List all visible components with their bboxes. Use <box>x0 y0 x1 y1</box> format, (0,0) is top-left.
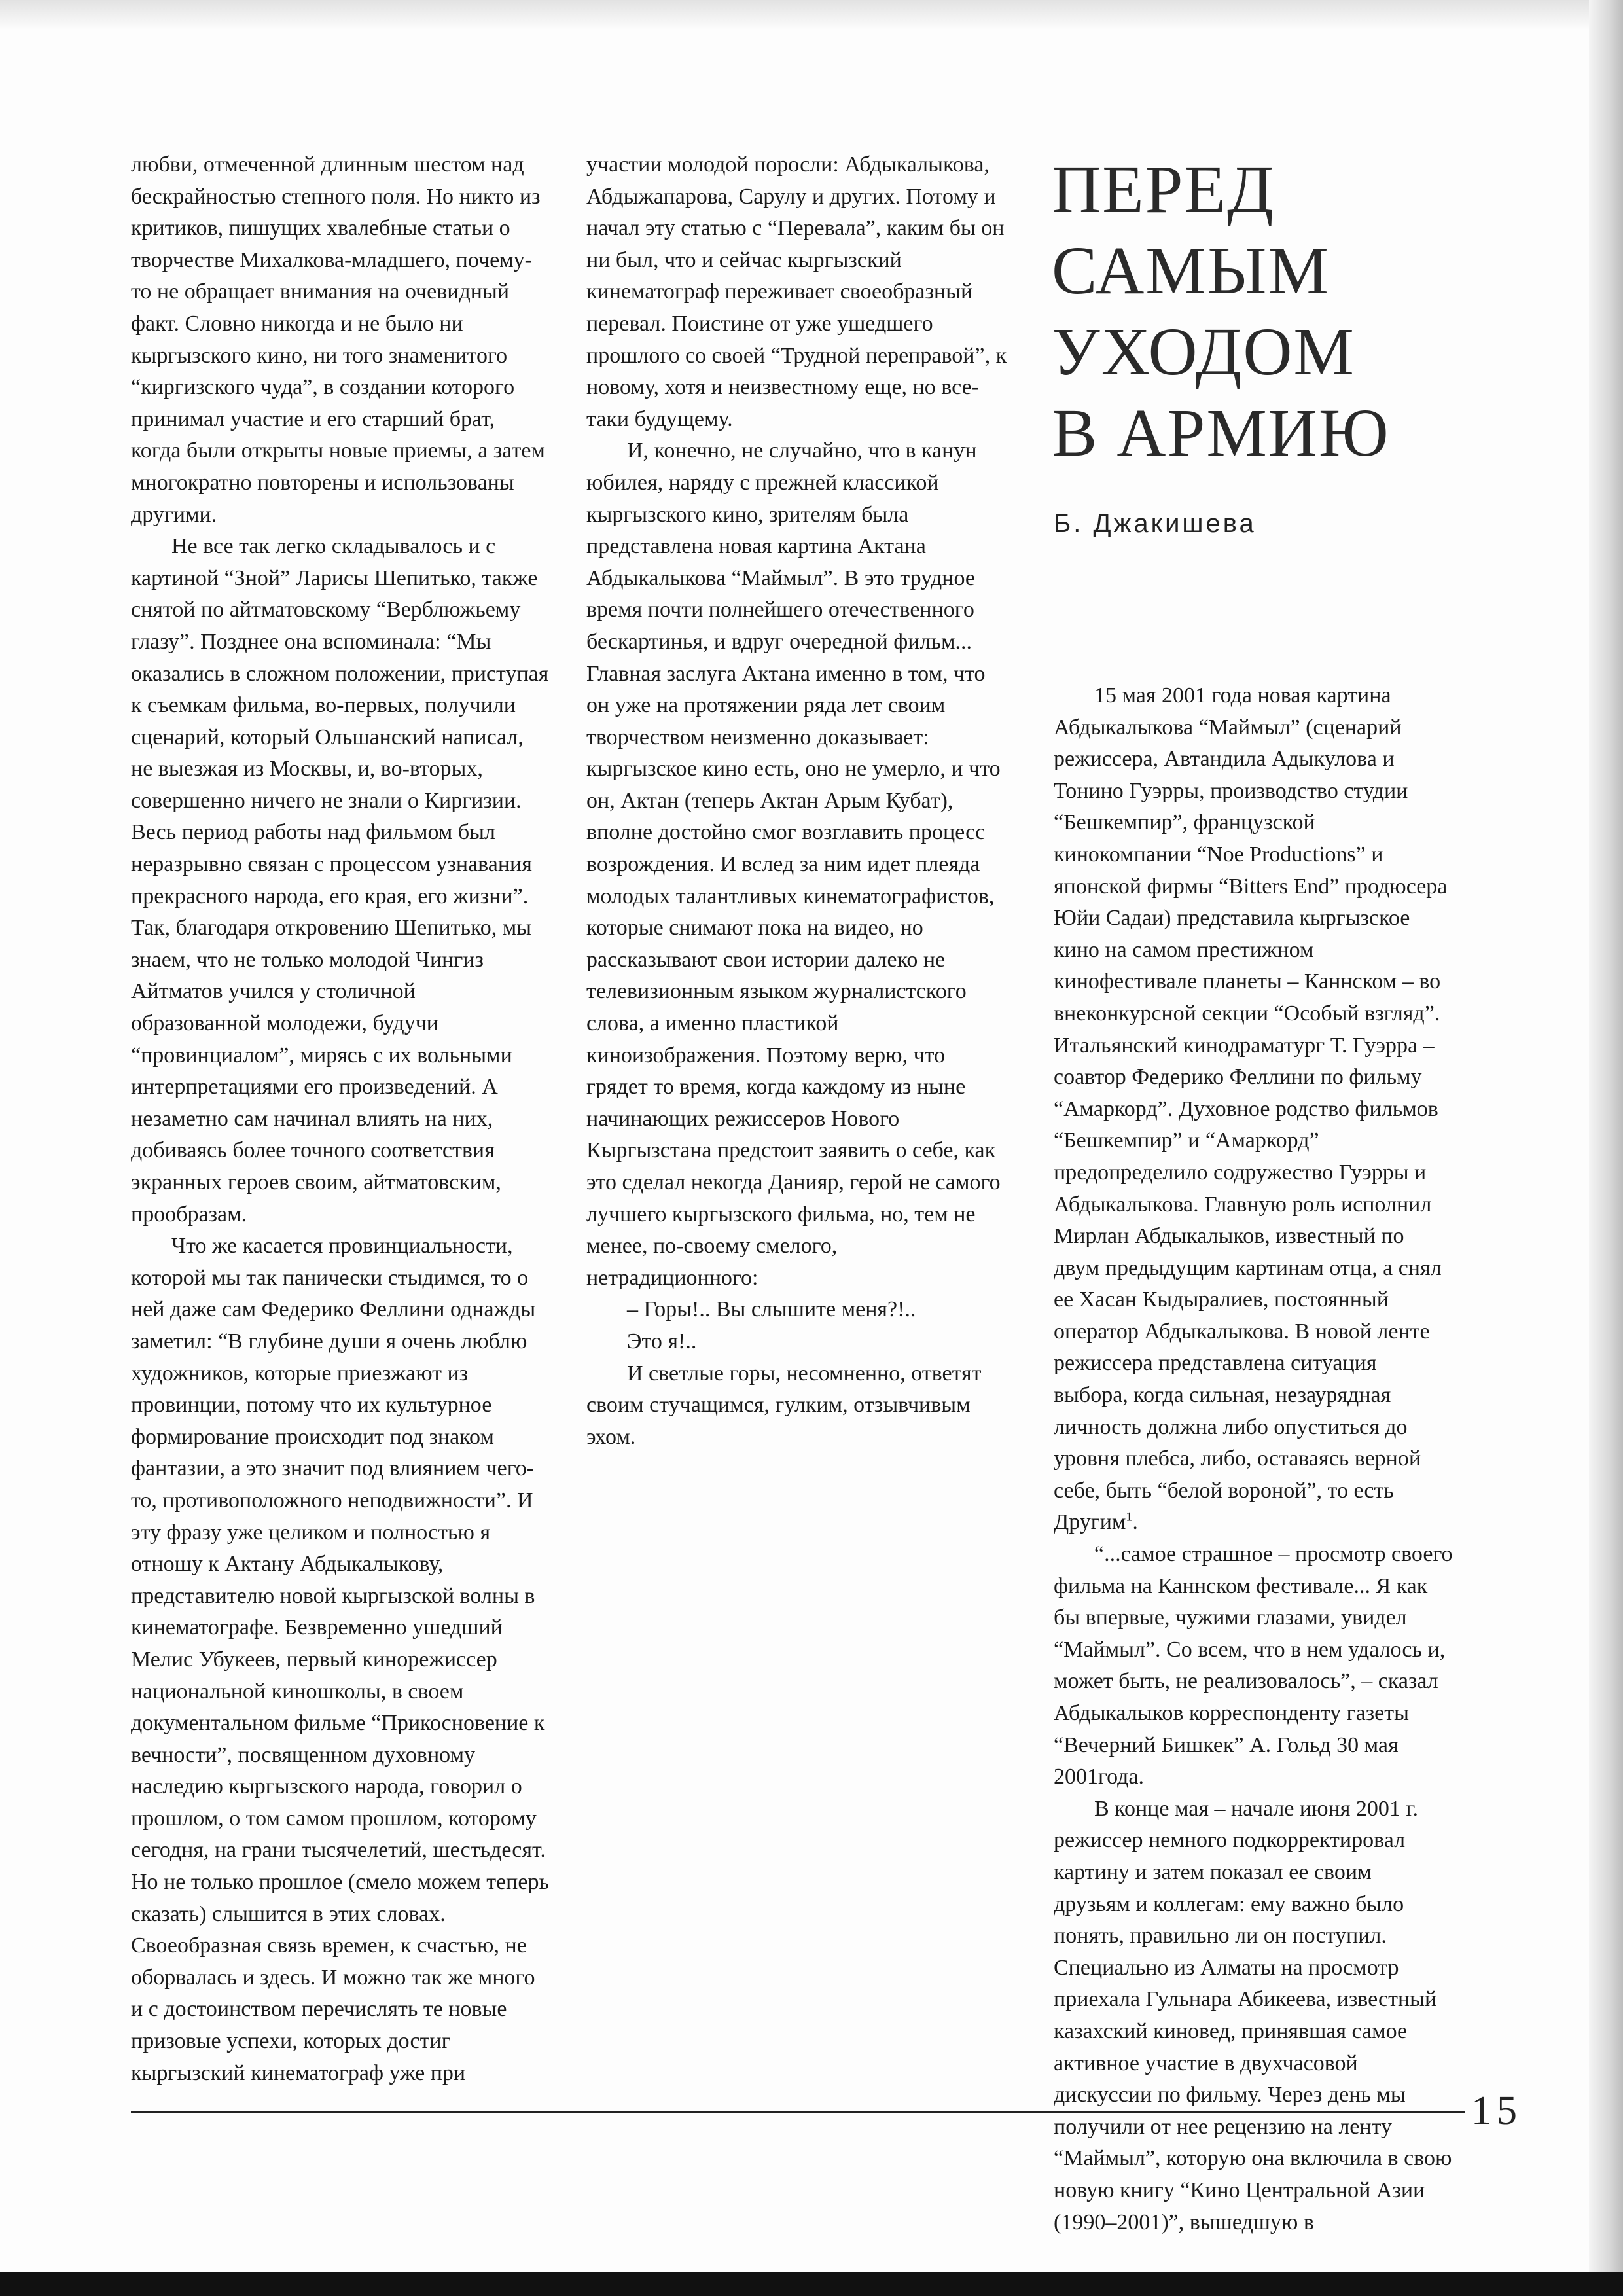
paragraph: Что же касается провинциальности, которой мы так панически стыдимся, то о ней даже сам Федерико Феллини однажды заметил: “В глубине души я очень люблю художников, которые приезжают из провинции, потому что их культурное формирование происходит под знаком фантазии, а это значит под влиянием чего-то, противоположного неподвижности”. И эту фразу уже целиком и полностью я отношу к Актану Абдыкалыкову, представителю новой кыргызской волны в кинематографе. Безвременно ушедший Мелис Убукеев, первый кинорежиссер национальной киношколы, в своем документальном фильме “Прикосновение к вечности”, посвященном духовному наследию кыргызского народа, говорил о прошлом, о том самом прошлом, которому сегодня, на грани тысячелетий, шестьдесят. Но не только прошлое (смело можем теперь сказать) слышится в этих словах. Своеобразная связь времен, к счастью, не оборвалась и здесь. И можно так же много и с достоинством перечислять те новые призовые успехи, которых достиг кыргызский кинематограф уже при <box>131 1234 549 2085</box>
footer-rule <box>131 2111 1465 2113</box>
title-line: ПЕРЕД <box>1052 152 1275 227</box>
text-column-middle <box>586 149 1012 1453</box>
article-title <box>1052 149 1471 474</box>
scan-top-shadow <box>0 0 1623 30</box>
paragraph: И светлые горы, несомненно, ответят своим стучащимся, гулким, отзывчивым эхом. <box>586 1361 982 1449</box>
paragraph-end: . <box>1132 1510 1138 1535</box>
title-line: В АРМИЮ <box>1052 395 1390 471</box>
paragraph <box>1054 680 1453 1539</box>
text-column-right <box>1054 680 1453 2238</box>
paragraph: “...самое страшное – просмотр своего фильма на Каннском фестивале... Я как бы впервые, чужими глазами, увидел “Маймыл”. Со всем, что в нем удалось и, может быть, не реализовалось”, – сказал Абдыкалыков корреспонденту газеты “Вечерний Бишкек” А. Гольд 30 мая 2001года. <box>1054 1542 1453 1789</box>
text-column-left <box>131 149 550 2089</box>
scan-bottom-edge <box>0 2272 1623 2296</box>
dialogue-line: – Горы!.. Вы слышите меня?!.. <box>627 1297 916 1322</box>
paragraph: участии молодой поросли: Абдыкалыкова, Абдыжапарова, Сарулу и других. Потому и начал эту статью с “Перевала”, каким бы он ни был, что и сейчас кыргызский кинематограф переживает своеобразный перевал. Поистине от уже ушедшего прошлого со своей “Трудной переправой”, к новому, хотя и неизвестному еще, но все-таки будущему. <box>586 152 1007 431</box>
page-spine-shadow <box>1589 0 1623 2296</box>
paragraph: Не все так легко складывалось и с картиной “Зной” Ларисы Шепитько, также снятой по айтматовскому “Верблюжьему глазу”. Позднее она вспоминала: “Мы оказались в сложном положении, приступая к съемкам фильма, во-первых, получили сценарий, который Ольшанский написал, не выезжая из Москвы, и, во-вторых, совершенно ничего не знали о Киргизии. Весь период работы над фильмом был неразрывно связан с процессом узнавания прекрасного народа, его края, его жизни”. Так, благодаря откровению Шепитько, мы знаем, что не только молодой Чингиз Айтматов учился у столичной образованной молодежи, будучи “провинциалом”, мирясь с их вольными интерпретациями его произведений. А незаметно сам начинал влиять на них, добиваясь более точного соответствия экранных героев своим, айтматовским, прообразам. <box>131 534 549 1227</box>
dialogue-line: Это я!.. <box>627 1329 697 1354</box>
page-number: 15 <box>1471 2089 1522 2133</box>
title-line: САМЫМ <box>1052 233 1330 308</box>
paragraph: любви, отмеченной длинным шестом над бескрайностью степного поля. Но никто из критиков, пишущих хвалебные статьи о творчестве Михалкова-младшего, почему-то не обращает внимания на очевидный факт. Словно никогда и не было ни кыргызского кино, ни того знаменитого “киргизского чуда”, в создании которого принимал участие и его старший брат, когда были открыты новые приемы, а затем многократно повторены и использованы другими. <box>131 152 545 527</box>
title-line: УХОДОМ <box>1052 314 1355 389</box>
paragraph: И, конечно, не случайно, что в канун юбилея, наряду с прежней классикой кыргызского кино, зрителям была представлена новая картина Актана Абдыкалыкова “Маймыл”. В это трудное время почти полнейшего отечественного бескартинья, и вдруг очередной фильм... Главная заслуга Актана именно в том, что он уже на протяжении ряда лет своим творчеством неизменно доказывает: кыргызское кино есть, оно не умерло, и что он, Актан (теперь Актан Арым Кубат), вполне достойно смог возглавить процесс возрождения. И вслед за ним идет плеяда молодых талантливых кинематографистов, которые снимают пока на видео, но рассказывают свои истории далеко не телевизионным языком журналистского слова, а именно пластикой киноизображения. Поэтому верю, что грядет то время, когда каждому из ныне начинающих режиссеров Нового Кыргызстана предстоит заявить о себе, как это сделал некогда Данияр, герой не самого лучшего кыргызского фильма, но, тем не менее, по-своему смелого, нетрадиционного: <box>586 439 1001 1290</box>
footnote-marker: 1 <box>1126 1510 1133 1525</box>
paragraph: В конце мая – начале июня 2001 г. режиссер немного подкорректировал картину и затем показал ее своим друзьям и коллегам: ему важно было понять, правильно ли он поступил. Специально из Алматы на просмотр приехала Гульнара Абикеева, известный казахский киновед, принявшая самое активное участие в двухчасовой дискуссии по фильму. Через день мы получили от нее рецензию на ленту “Маймыл”, которую она включила в свою новую книгу “Кино Центральной Азии (1990–2001)”, вышедшую в <box>1054 1796 1452 2234</box>
paragraph-text: 15 мая 2001 года новая картина Абдыкалыкова “Маймыл” (сценарий режиссера, Автандила Адыкулова и Тонино Гуэрры, производство студии “Бешкемпир”, французской кинокомпании “Noe Productions” и японской фирмы “Bitters End” продюсера Юйи Садаи) представила кыргызское кино на самом престижном кинофестивале планеты – Каннском – во внеконкурсной секции “Особый взгляд”. Итальянский кинодраматург Т. Гуэрра – соавтор Федерико Феллини по фильму “Амаркорд”. Духовное родство фильмов “Бешкемпир” и “Амаркорд” предопределило содружество Гуэрры и Абдыкалыкова. Главную роль исполнил Мирлан Абдыкалыков, известный по двум предыдущим картинам отца, а снял ее Хасан Кыдыралиев, постоянный оператор Абдыкалыкова. В новой ленте режиссера представлена ситуация выбора, когда сильная, незаурядная личность должна либо опуститься до уровня плебса, либо, оставаясь верной себе, быть “белой вороной”, то есть Другим <box>1054 683 1448 1535</box>
article-author: Б. Джакишева <box>1054 509 1257 538</box>
